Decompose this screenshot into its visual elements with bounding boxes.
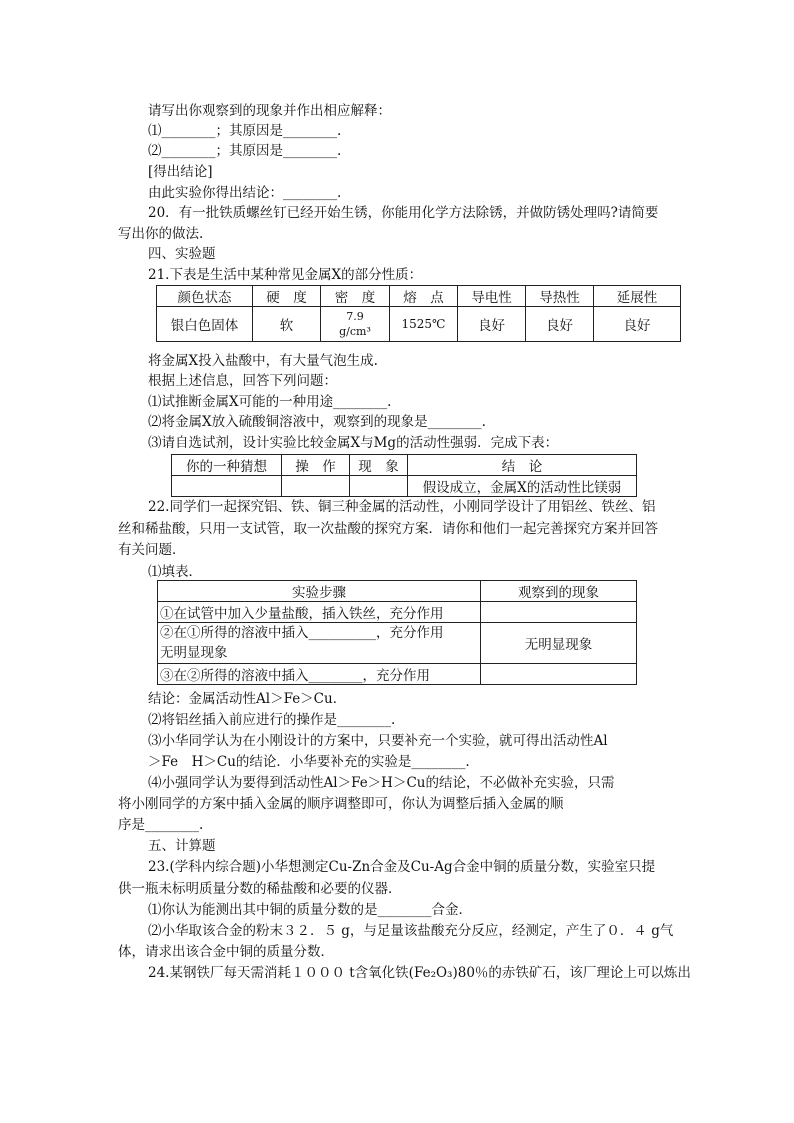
table-header: 操 作 [282,455,350,476]
text-line: ⑵将金属X放入硫酸铜溶液中，观察到的现象是________. [148,414,486,430]
table-header: 熔 点 [390,286,458,307]
text-line: 将金属X投入盐酸中，有大量气泡生成. [148,353,378,369]
text-line: ⑵小华取该合金的粉末３２．５ g，与足量该盐酸充分反应，经测定，产生了０．４ g气 [148,923,674,939]
table-header: 密 度 [321,286,390,307]
text-line: 供一瓶未标明质量分数的稀盐酸和必要的仪器． [118,881,402,897]
density-value: 7.9 [346,310,364,323]
text-line: 根据上述信息，回答下列问题： [148,373,337,389]
table-cell [158,623,481,664]
table-cell [481,664,637,685]
table-cell: 1525℃ [390,307,458,342]
text-line: ⑴你认为能测出其中铜的质量分数的是________合金． [148,902,472,918]
step2-line2: 无明显现象 [160,645,228,661]
text-line: 结论：金属活动性Al＞Fe＞Cu． [148,691,347,707]
step2-line1: ②在①所得的溶液中插入__________，充分作用 [160,625,444,641]
text-line: 21.下表是生活中某种常见金属X的部分性质： [148,267,423,283]
text-line: ⑶请自选试剂，设计实验比较金属X与Mg的活动性强弱．完成下表： [148,435,559,451]
table-cell [481,602,637,623]
table-cell: 良好 [526,307,594,342]
text-line: 请写出你观察到的现象并作出相应解释： [148,103,391,119]
table-cell [172,476,282,497]
table-header: 你的一种猜想 [172,455,282,476]
text-line: 丝和稀盐酸，只用一支试管，取一次盐酸的探究方案．请你和他们一起完善探究方案并回答 [118,521,658,537]
text-line: ⑴填表． [148,564,202,580]
table-header: 延展性 [594,286,681,307]
table-cell [350,476,408,497]
section-heading: 四、实验题 [148,246,216,262]
text-line: ⑴________；其原因是________. [148,123,342,139]
experiment-design-table [171,454,637,497]
table-header: 颜色状态 [157,286,253,307]
text-line: ⑵________；其原因是________. [148,143,342,159]
text-line: 序是________. [118,817,204,833]
text-line: ⑵将铝丝插入前应进行的操作是________. [148,712,396,728]
table-cell [321,307,390,342]
text-line: 23.(学科内综合题)小华想测定Cu-Zn合金及Cu-Ag合金中铜的质量分数，实验室只提 [148,859,656,875]
text-line: 24.某钢铁厂每天需消耗１０００ t含氧化铁(Fe₂O₃)80％的赤铁矿石，该厂理论上可以炼出 [148,965,691,981]
text-line: 体，请求出该合金中铜的质量分数． [118,944,334,960]
table-cell: 银白色固体 [157,307,253,342]
text-line: 由此实验你得出结论：________. [148,185,342,201]
text-line: 将小刚同学的方案中插入金属的顺序调整即可，你认为调整后插入金属的顺 [118,796,564,812]
metal-properties-table [156,285,681,342]
table-cell: ③在②所得的溶液中插入________，充分作用 [158,664,481,685]
aluminum-iron-copper-table [157,580,637,685]
table-header: 实验步骤 [158,581,481,602]
table-cell [282,476,350,497]
table-header: 硬 度 [253,286,321,307]
table-cell: 假设成立，金属X的活动性比镁弱 [408,476,637,497]
table-cell: 软 [253,307,321,342]
table-header: 导电性 [458,286,526,307]
table-cell: 良好 [594,307,681,342]
table-header: 结 论 [408,455,637,476]
text-line: ⑷小强同学认为要得到活动性Al＞Fe＞H＞Cu的结论，不必做补充实验，只需 [148,775,615,791]
text-line: 22.同学们一起探究铝、铁、铜三种金属的活动性，小刚同学设计了用铝丝、铁丝、铝 [148,499,656,515]
text-line: ⑶小华同学认为在小刚设计的方案中，只要补充一个实验，就可得出活动性Al [148,733,608,749]
density-unit: g/cm³ [339,325,371,338]
table-header: 观察到的现象 [481,581,637,602]
text-line: [得出结论] [148,164,213,180]
text-line: 20．有一批铁质螺丝钉已经开始生锈，你能用化学方法除锈，并做防锈处理吗?请简要 [148,205,659,221]
table-cell: ①在试管中加入少量盐酸，插入铁丝，充分作用 [158,602,481,623]
text-line: ⑴试推断金属X可能的一种用途________. [148,394,392,410]
text-line: 写出你的做法. [118,226,204,242]
table-cell: 良好 [458,307,526,342]
text-line: 有关问题． [118,542,186,558]
table-header: 导热性 [526,286,594,307]
text-line: ＞Fe H＞Cu的结论．小华要补充的实验是________. [148,754,470,770]
section-heading: 五、计算题 [148,838,216,854]
table-cell: 无明显现象 [481,623,637,664]
table-header: 现 象 [350,455,408,476]
